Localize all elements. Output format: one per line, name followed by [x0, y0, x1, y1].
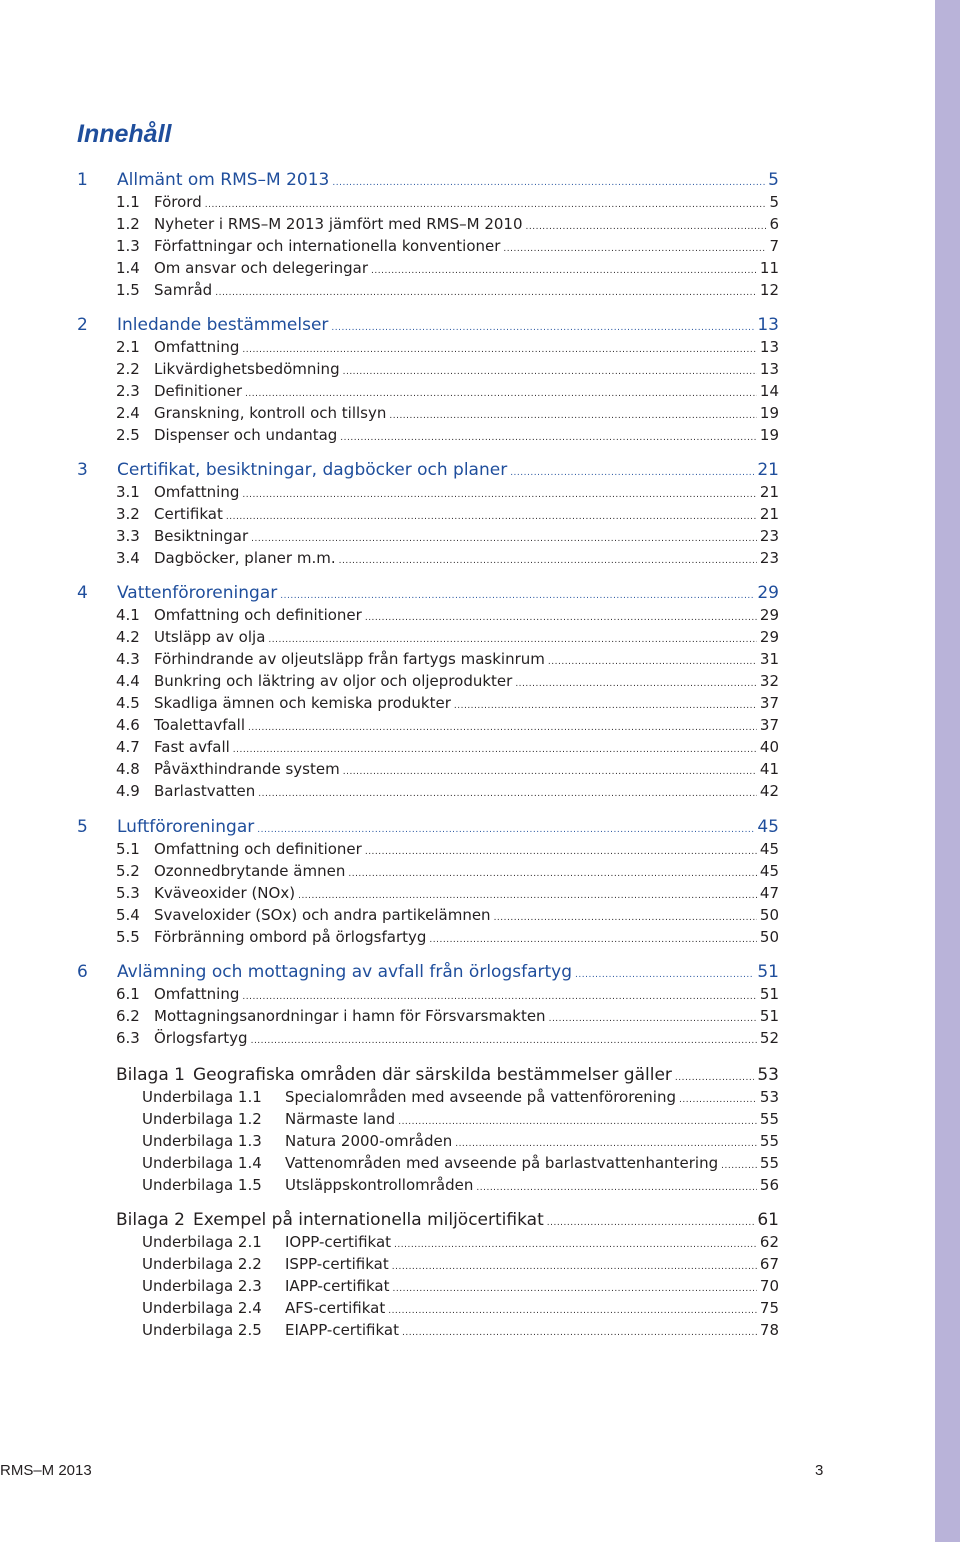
dot-leader [393, 1279, 757, 1299]
toc-entry-title: Mottagningsanordningar i hamn för Försvarsmakten [154, 1007, 546, 1025]
toc-entry-underbilaga[interactable] [142, 1131, 779, 1153]
toc-entry-section[interactable] [116, 737, 779, 759]
toc-entry-number: Underbilaga 1.2 [142, 1110, 262, 1128]
toc-entry-page-number: 53 [759, 1088, 779, 1106]
toc-entry-page-number: 5 [769, 193, 779, 211]
toc-entry-number: 4 [77, 583, 88, 603]
toc-entry-title: Förord [154, 193, 202, 211]
toc-entry-page-number: 45 [759, 862, 779, 880]
toc-entry-title: Förbränning ombord på örlogsfartyg [154, 928, 427, 946]
toc-entry-page-number: 11 [759, 259, 779, 277]
toc-entry-number: 3.4 [116, 549, 140, 567]
toc-entry-page-number: 50 [759, 906, 779, 924]
toc-entry-title: Örlogsfartyg [154, 1029, 248, 1047]
toc-entry-underbilaga[interactable] [142, 1175, 779, 1197]
dot-leader [339, 551, 757, 571]
toc-entry-title: Påväxthindrande system [154, 760, 340, 778]
dot-leader [365, 608, 757, 628]
toc-entry-title: Vattenområden med avseende på barlastvattenhantering [285, 1154, 719, 1172]
toc-entry-title: Omfattning [154, 338, 240, 356]
toc-entry-section[interactable] [116, 504, 779, 526]
toc-entry-page-number: 40 [759, 738, 779, 756]
toc-entry-number: Bilaga 1 [116, 1065, 185, 1085]
toc-entry-underbilaga[interactable] [142, 1232, 779, 1254]
toc-entry-number: 6.3 [116, 1029, 140, 1047]
toc-entry-underbilaga[interactable] [142, 1276, 779, 1298]
toc-entry-title: Bunkring och läktring av oljor och oljeprodukter [154, 672, 513, 690]
toc-entry-page-number: 51 [757, 962, 779, 982]
toc-entry-section[interactable] [116, 883, 779, 905]
dot-leader [398, 1112, 757, 1132]
toc-entry-section[interactable] [116, 671, 779, 693]
dot-leader [547, 1213, 755, 1233]
toc-entry-page-number: 21 [759, 505, 779, 523]
toc-entry-title: Omfattning och definitioner [154, 840, 362, 858]
dot-leader [226, 507, 757, 527]
toc-entry-section[interactable] [116, 905, 779, 927]
toc-entry-section[interactable] [116, 649, 779, 671]
toc-entry-page-number: 52 [759, 1029, 779, 1047]
toc-entry-number: 2.5 [116, 426, 140, 444]
toc-entry-page-number: 19 [759, 426, 779, 444]
dot-leader [455, 1134, 757, 1154]
toc-entry-section[interactable] [116, 214, 779, 236]
toc-entry-number: 5.4 [116, 906, 140, 924]
toc-entry-chapter[interactable] [77, 583, 779, 605]
toc-entry-page-number: 78 [759, 1321, 779, 1339]
toc-entry-number: 5.3 [116, 884, 140, 902]
toc-entry-title: Omfattning och definitioner [154, 606, 362, 624]
toc-entry-number: 4.6 [116, 716, 140, 734]
toc-entry-chapter[interactable] [77, 460, 779, 482]
toc-entry-number: 3.2 [116, 505, 140, 523]
toc-entry-page-number: 62 [759, 1233, 779, 1251]
toc-entry-page-number: 14 [759, 382, 779, 400]
toc-entry-page-number: 23 [759, 527, 779, 545]
toc-entry-page-number: 29 [757, 583, 779, 603]
toc-entry-number: Underbilaga 1.1 [142, 1088, 262, 1106]
toc-entry-section[interactable] [116, 381, 779, 403]
toc-entry-underbilaga[interactable] [142, 1320, 779, 1342]
toc-entry-number: Underbilaga 2.4 [142, 1299, 262, 1317]
toc-entry-page-number: 47 [759, 884, 779, 902]
toc-entry-underbilaga[interactable] [142, 1109, 779, 1131]
toc-entry-title: Skadliga ämnen och kemiska produkter [154, 694, 451, 712]
dot-leader [503, 239, 766, 259]
dot-leader [394, 1235, 757, 1255]
toc-entry-page-number: 31 [759, 650, 779, 668]
toc-entry-number: 1.2 [116, 215, 140, 233]
toc-entry-number: Underbilaga 1.4 [142, 1154, 262, 1172]
toc-entry-page-number: 13 [759, 360, 779, 378]
dot-leader [331, 318, 754, 338]
toc-entry-section[interactable] [116, 280, 779, 302]
toc-entry-page-number: 45 [757, 817, 779, 837]
toc-entry-number: 6 [77, 962, 88, 982]
toc-entry-title: Närmaste land [285, 1110, 396, 1128]
toc-entry-section[interactable] [116, 236, 779, 258]
dot-leader [494, 908, 757, 928]
toc-entry-page-number: 13 [759, 338, 779, 356]
dot-leader [575, 965, 754, 985]
toc-entry-number: 4.8 [116, 760, 140, 778]
toc-entry-title: Likvärdighetsbedömning [154, 360, 340, 378]
toc-entry-number: 1 [77, 170, 88, 190]
toc-entry-title: ISPP-certifikat [285, 1255, 389, 1273]
dot-leader [549, 1009, 757, 1029]
toc-entry-number: 4.9 [116, 782, 140, 800]
toc-entry-title: Geografiska områden där särskilda bestämmelser gäller [193, 1065, 672, 1085]
toc-entry-title: Om ansvar och delegeringar [154, 259, 369, 277]
toc-entry-section[interactable] [116, 337, 779, 359]
dot-leader [429, 930, 757, 950]
toc-entry-number: 5.5 [116, 928, 140, 946]
toc-entry-underbilaga[interactable] [142, 1153, 779, 1175]
toc-entry-title: Omfattning [154, 483, 240, 501]
toc-entry-page-number: 42 [759, 782, 779, 800]
toc-entry-number: Underbilaga 1.3 [142, 1132, 262, 1150]
toc-entry-number: 4.7 [116, 738, 140, 756]
dot-leader [340, 428, 757, 448]
toc-entry-page-number: 12 [759, 281, 779, 299]
toc-entry-page-number: 50 [759, 928, 779, 946]
toc-entry-page-number: 7 [769, 237, 779, 255]
toc-entry-section[interactable] [116, 1006, 779, 1028]
toc-entry-title: Definitioner [154, 382, 243, 400]
toc-entry-page-number: 55 [759, 1110, 779, 1128]
dot-leader [205, 195, 767, 215]
toc-entry-page-number: 5 [768, 170, 779, 190]
dot-leader [348, 864, 757, 884]
toc-entry-title: Omfattning [154, 985, 240, 1003]
toc-entry-number: 2.2 [116, 360, 140, 378]
toc-entry-page-number: 29 [759, 606, 779, 624]
toc-entry-number: 2.3 [116, 382, 140, 400]
toc-entry-bilaga[interactable] [116, 1065, 779, 1087]
toc-entry-title: Certifikat, besiktningar, dagböcker och planer [117, 460, 508, 480]
dot-leader [251, 529, 757, 549]
toc-entry-page-number: 51 [759, 985, 779, 1003]
toc-entry-number: 5 [77, 817, 88, 837]
toc-entry-title: Författningar och internationella konventioner [154, 237, 501, 255]
dot-leader [388, 1301, 757, 1321]
dot-leader [242, 987, 757, 1007]
toc-entry-page-number: 41 [759, 760, 779, 778]
toc-entry-title: Nyheter i RMS–M 2013 jämfört med RMS–M 2010 [154, 215, 523, 233]
toc-entry-number: 1.3 [116, 237, 140, 255]
toc-entry-number: 4.1 [116, 606, 140, 624]
dot-leader [242, 340, 757, 360]
dot-leader [389, 406, 757, 426]
toc-entry-section[interactable] [116, 861, 779, 883]
toc-entry-title: Allmänt om RMS–M 2013 [117, 170, 330, 190]
toc-entry-section[interactable] [116, 781, 779, 803]
toc-entry-title: EIAPP-certifikat [285, 1321, 399, 1339]
dot-leader [679, 1090, 757, 1110]
toc-entry-section[interactable] [116, 359, 779, 381]
toc-entry-title: Barlastvatten [154, 782, 256, 800]
dot-leader [245, 384, 757, 404]
toc-entry-number: Underbilaga 2.1 [142, 1233, 262, 1251]
toc-entry-bilaga[interactable] [116, 1210, 779, 1232]
toc-entry-title: Fast avfall [154, 738, 230, 756]
toc-entry-chapter[interactable] [77, 170, 779, 192]
toc-entry-title: Svaveloxider (SOx) och andra partikelämnen [154, 906, 491, 924]
dot-leader [510, 463, 754, 483]
dot-leader [343, 362, 757, 382]
toc-entry-number: 5.1 [116, 840, 140, 858]
toc-entry-title: Dagböcker, planer m.m. [154, 549, 336, 567]
toc-entry-section[interactable] [116, 425, 779, 447]
dot-leader [251, 1031, 757, 1051]
toc-entry-title: Exempel på internationella miljöcertifikat [193, 1210, 544, 1230]
toc-entry-number: 6.2 [116, 1007, 140, 1025]
dot-leader [268, 630, 757, 650]
dot-leader [258, 784, 757, 804]
toc-entry-underbilaga[interactable] [142, 1087, 779, 1109]
toc-entry-section[interactable] [116, 482, 779, 504]
dot-leader [515, 674, 757, 694]
toc-entry-number: 2.1 [116, 338, 140, 356]
toc-entry-title: IOPP-certifikat [285, 1233, 392, 1251]
toc-entry-title: Kväveoxider (NOx) [154, 884, 296, 902]
toc-entry-page-number: 56 [759, 1176, 779, 1194]
toc-entry-section[interactable] [116, 759, 779, 781]
toc-entry-page-number: 67 [759, 1255, 779, 1273]
toc-entry-section[interactable] [116, 548, 779, 570]
toc-entry-page-number: 29 [759, 628, 779, 646]
toc-entry-section[interactable] [116, 693, 779, 715]
dot-leader [402, 1323, 757, 1343]
toc-entry-section[interactable] [116, 1028, 779, 1050]
toc-entry-section[interactable] [116, 403, 779, 425]
dot-leader [215, 283, 757, 303]
toc-entry-title: Luftföroreningar [117, 817, 255, 837]
toc-entry-page-number: 51 [759, 1007, 779, 1025]
toc-entry-page-number: 19 [759, 404, 779, 422]
dot-leader [257, 820, 754, 840]
toc-entry-title: Förhindrande av oljeutsläpp från fartygs maskinrum [154, 650, 545, 668]
toc-entry-section[interactable] [116, 715, 779, 737]
toc-entry-page-number: 70 [759, 1277, 779, 1295]
toc-entry-page-number: 55 [759, 1154, 779, 1172]
page-title: Innehåll [77, 120, 172, 148]
toc-entry-number: 2.4 [116, 404, 140, 422]
toc-entry-title: Toalettavfall [154, 716, 246, 734]
toc-entry-title: Certifikat [154, 505, 223, 523]
dot-leader [248, 718, 757, 738]
toc-entry-title: Besiktningar [154, 527, 249, 545]
dot-leader [675, 1068, 754, 1088]
toc-entry-number: 5.2 [116, 862, 140, 880]
toc-entry-title: Avlämning och mottagning av avfall från örlogsfartyg [117, 962, 573, 982]
toc-entry-section[interactable] [116, 927, 779, 949]
dot-leader [454, 696, 757, 716]
toc-entry-page-number: 32 [759, 672, 779, 690]
toc-entry-number: 1.5 [116, 281, 140, 299]
dot-leader [365, 842, 757, 862]
toc-entry-page-number: 75 [759, 1299, 779, 1317]
toc-entry-section[interactable] [116, 839, 779, 861]
toc-entry-number: Underbilaga 2.3 [142, 1277, 262, 1295]
toc-entry-section[interactable] [116, 192, 779, 214]
toc-entry-number: 4.2 [116, 628, 140, 646]
toc-entry-title: Utsläppskontrollområden [285, 1176, 474, 1194]
dot-leader [548, 652, 757, 672]
toc-entry-number: 1.1 [116, 193, 140, 211]
toc-entry-section[interactable] [116, 258, 779, 280]
dot-leader [392, 1257, 757, 1277]
toc-entry-title: Natura 2000-områden [285, 1132, 453, 1150]
toc-entry-number: 6.1 [116, 985, 140, 1003]
toc-entry-underbilaga[interactable] [142, 1254, 779, 1276]
dot-leader [526, 217, 767, 237]
toc-entry-title: Specialområden med avseende på vattenförorening [285, 1088, 677, 1106]
toc-entry-title: Dispenser och undantag [154, 426, 338, 444]
toc-entry-number: 3 [77, 460, 88, 480]
toc-entry-chapter[interactable] [77, 962, 779, 984]
toc-entry-page-number: 37 [759, 716, 779, 734]
toc-entry-number: 2 [77, 315, 88, 335]
footer-document-name: RMS–M 2013 [0, 1462, 92, 1479]
toc-entry-title: Ozonnedbrytande ämnen [154, 862, 346, 880]
toc-entry-section[interactable] [116, 605, 779, 627]
toc-entry-number: 4.3 [116, 650, 140, 668]
toc-entry-page-number: 21 [759, 483, 779, 501]
dot-leader [280, 586, 754, 606]
toc-entry-number: 3.1 [116, 483, 140, 501]
dot-leader [343, 762, 757, 782]
toc-entry-underbilaga[interactable] [142, 1298, 779, 1320]
toc-entry-number: Bilaga 2 [116, 1210, 185, 1230]
toc-entry-page-number: 13 [757, 315, 779, 335]
toc-entry-page-number: 55 [759, 1132, 779, 1150]
toc-entry-page-number: 23 [759, 549, 779, 567]
toc-entry-page-number: 6 [769, 215, 779, 233]
toc-entry-title: Inledande bestämmelser [117, 315, 329, 335]
toc-entry-page-number: 37 [759, 694, 779, 712]
toc-entry-section[interactable] [116, 526, 779, 548]
toc-entry-number: 3.3 [116, 527, 140, 545]
toc-entry-title: Vattenföroreningar [117, 583, 278, 603]
toc-entry-number: 4.4 [116, 672, 140, 690]
toc-entry-title: Samråd [154, 281, 213, 299]
toc-entry-title: AFS-certifikat [285, 1299, 386, 1317]
toc-entry-number: Underbilaga 1.5 [142, 1176, 262, 1194]
toc-entry-page-number: 45 [759, 840, 779, 858]
dot-leader [233, 740, 757, 760]
toc-entry-section[interactable] [116, 984, 779, 1006]
toc-entry-title: Utsläpp av olja [154, 628, 266, 646]
toc-entry-page-number: 53 [757, 1065, 779, 1085]
dot-leader [371, 261, 757, 281]
toc-entry-chapter[interactable] [77, 315, 779, 337]
toc-entry-title: IAPP-certifikat [285, 1277, 390, 1295]
toc-entry-number: Underbilaga 2.2 [142, 1255, 262, 1273]
toc-entry-page-number: 61 [757, 1210, 779, 1230]
toc-entry-section[interactable] [116, 627, 779, 649]
dot-leader [332, 173, 765, 193]
toc-entry-chapter[interactable] [77, 817, 779, 839]
dot-leader [242, 485, 757, 505]
toc-entry-number: Underbilaga 2.5 [142, 1321, 262, 1339]
toc-entry-page-number: 21 [757, 460, 779, 480]
toc-entry-number: 4.5 [116, 694, 140, 712]
dot-leader [721, 1156, 757, 1176]
toc-entry-title: Granskning, kontroll och tillsyn [154, 404, 387, 422]
footer-page-number: 3 [815, 1462, 824, 1479]
dot-leader [476, 1178, 757, 1198]
dot-leader [298, 886, 757, 906]
toc-entry-number: 1.4 [116, 259, 140, 277]
